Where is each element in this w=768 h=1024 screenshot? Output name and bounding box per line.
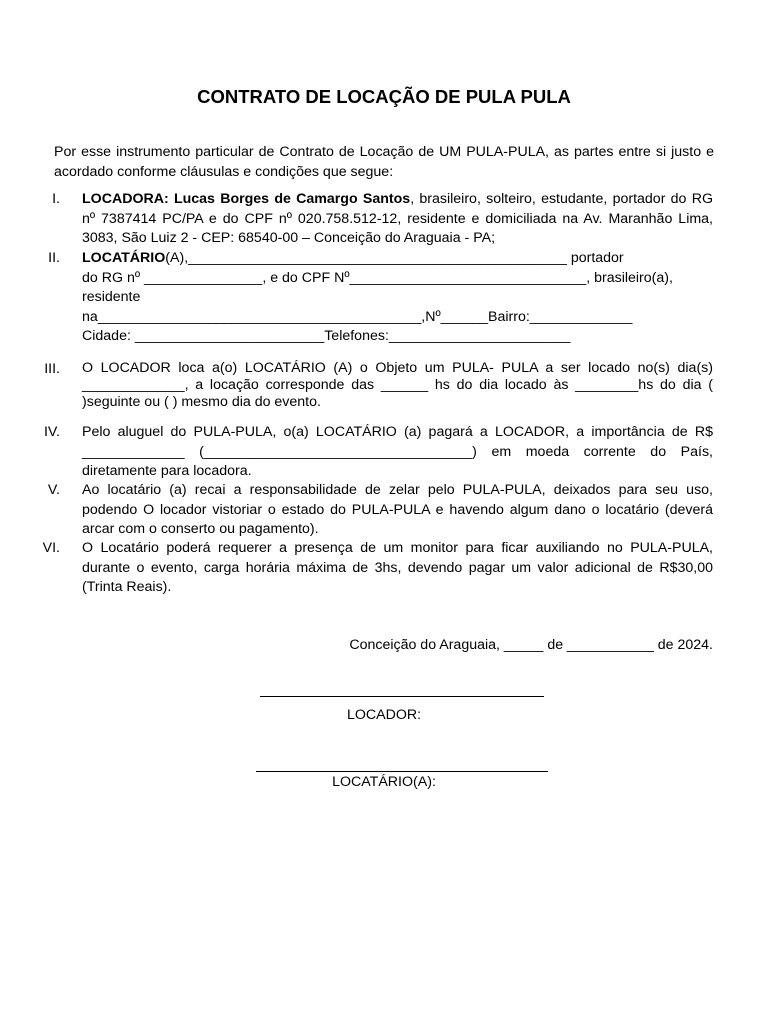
clause-text — [82, 249, 713, 347]
intro-paragraph: Por esse instrumento particular de Contrato de Locação de UM PULA-PULA, as partes entre si justo e acordado conforme cláusulas e condições que segue: — [54, 144, 714, 180]
locador-signature-label: LOCADOR: — [346, 707, 422, 723]
locadora-details: , brasileiro, solteiro, estudante, portador do RG nº 7387414 PC/PA e do CPF nº 020.758.512-12, residente e domiciliada na Av. Maranhão Lima, 3083, São Luiz 2 - CEP: 68540-00 – Conceição do Araguaia - PA; — [82, 191, 713, 246]
locatario-address-line: na_________________________________________,Nº______Bairro:_____________ — [82, 308, 633, 325]
locatario-name-line — [82, 249, 713, 269]
clause-number: II. — [48, 250, 60, 266]
locatario-name-field: (A),________________________________________________ portador — [165, 250, 624, 266]
locadora-label: LOCADORA: Lucas Borges de Camargo Santos — [82, 191, 411, 207]
locatario-signature-line — [256, 771, 548, 772]
clause-text: O Locatário poderá requerer a presença de um monitor para ficar auxiliando no PULA-PULA, durante o evento, carga horária máxima de 3hs, devendo pagar um valor adicional de R$30,00 (Trinta Reais). — [82, 540, 713, 595]
locatario-documents-line: do RG nº _______________, e do CPF Nº______________________________, brasileiro(a), — [82, 269, 673, 286]
clause-text: O LOCADOR loca a(o) LOCATÁRIO (A) o Objeto um PULA- PULA a ser locado no(s) dia(s) _____________, a locação corresponde das ______ hs do dia locado às ________hs do dia ( )seguinte ou ( ) mesmo dia do evento. — [82, 360, 713, 410]
city-date-line: Conceição do Araguaia, _____ de ___________ de 2024. — [349, 637, 713, 653]
locatario-city-phone-line: Cidade: ________________________Telefones:_______________________ — [82, 328, 571, 344]
clause-text — [82, 190, 713, 249]
clause-number: V. — [47, 482, 60, 498]
clause-number: IV. — [43, 424, 60, 440]
clause-number: VI. — [42, 540, 60, 556]
locador-signature-line — [260, 696, 544, 697]
clause-number: I. — [52, 191, 60, 207]
clause-text: Ao locatário (a) recai a responsabilidade de zelar pelo PULA-PULA, deixados para seu uso, podendo O locador vistoriar o estado do PULA-PULA e havendo algum dano o locatário (deverá arcar com o conserto ou pagamento). — [82, 482, 713, 537]
document-title: CONTRATO DE LOCAÇÃO DE PULA PULA — [197, 86, 571, 107]
locatario-residence-label: residente — [82, 289, 141, 305]
locatario-label: LOCATÁRIO — [82, 250, 166, 266]
clause-text: Pelo aluguel do PULA-PULA, o(a) LOCATÁRIO (a) pagará a LOCADOR, a importância de R$ _____________ (__________________________________) em moeda corrente do País, diretamente para locadora. — [82, 424, 713, 479]
locatario-signature-label: LOCATÁRIO(A): — [332, 774, 436, 790]
clause-number: III. — [44, 361, 60, 377]
